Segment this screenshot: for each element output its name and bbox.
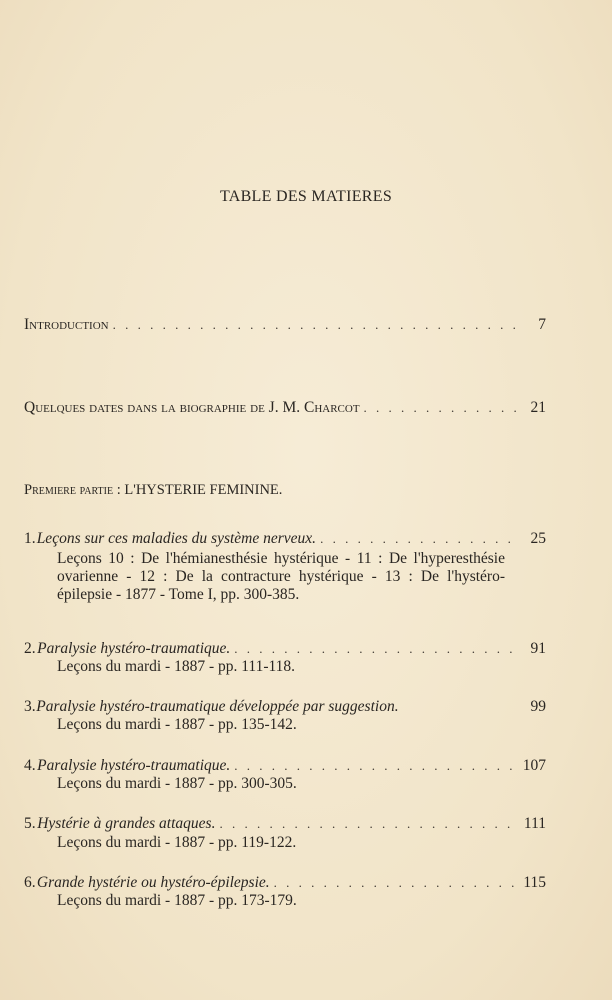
toc-label: Quelques dates dans la biographie de J. M. Charcot (24, 399, 360, 416)
entry-detail: Leçons du mardi - 1887 - pp. 300-305. (57, 775, 297, 792)
page-number: 25 (530, 530, 546, 547)
entry-detail: Leçons du mardi - 1887 - pp. 173-179. (57, 892, 297, 909)
entry-detail: Leçons du mardi - 1887 - pp. 111-118. (57, 658, 296, 675)
page-number: 115 (523, 874, 546, 891)
entry-number: 6. (24, 874, 36, 891)
dot-leader (320, 531, 520, 547)
entry-title: Hystérie à grandes attaques. (37, 815, 216, 832)
entry-title: Paralysie hystéro-traumatique. (37, 640, 231, 657)
page-title: TABLE DES MATIERES (219, 188, 393, 205)
part-subtitle: L'HYSTERIE FEMININE. (124, 482, 283, 498)
entry-title: Paralysie hystéro-traumatique développée par suggestion. (36, 698, 399, 715)
dot-leader (234, 758, 518, 774)
part-heading (24, 482, 282, 499)
entry-title: Leçons sur ces maladies du système nerveux. (36, 530, 317, 547)
toc-entry[interactable] (24, 874, 546, 892)
toc-entry[interactable] (24, 640, 546, 658)
page-number: 91 (530, 640, 546, 657)
dot-leader (274, 875, 520, 891)
page-number: 111 (523, 815, 546, 832)
entry-number: 1. (24, 530, 36, 547)
toc-entry[interactable] (24, 815, 546, 833)
entry-number: 3. (24, 698, 36, 715)
entry-number: 2. (24, 640, 36, 657)
toc-entry[interactable] (24, 757, 546, 775)
page-number: 107 (522, 757, 546, 774)
page-number: 21 (530, 399, 546, 416)
page-number: 7 (538, 316, 546, 333)
entry-number: 4. (24, 757, 36, 774)
entry-detail: Leçons 10 : De l'hémianesthésie hystérique - 11 : De l'hyperesthésie ovarienne - 12 : De la contracture hystérique - 13 : De l'hystéro-épilepsie - 1877 - Tome I, pp. 300-385. (57, 550, 505, 603)
part-label: Premiere partie (24, 482, 114, 498)
toc-entry-introduction[interactable] (24, 316, 546, 334)
entry-title: Paralysie hystéro-traumatique. (37, 757, 231, 774)
toc-entry[interactable] (24, 698, 546, 716)
toc-entry[interactable] (24, 530, 546, 548)
entry-detail: Leçons du mardi - 1887 - pp. 119-122. (57, 834, 297, 851)
dot-leader (113, 317, 520, 333)
entry-number: 5. (24, 815, 36, 832)
toc-entry-dates[interactable] (24, 399, 546, 417)
part-separator: : (116, 482, 121, 498)
dot-leader (364, 400, 520, 416)
entry-title: Grande hystérie ou hystéro-épilepsie. (36, 874, 270, 891)
page-number: 99 (530, 698, 546, 715)
dot-leader (234, 641, 520, 657)
entry-detail: Leçons du mardi - 1887 - pp. 135-142. (57, 716, 297, 733)
toc-label: Introduction (24, 316, 109, 333)
dot-leader (219, 816, 519, 832)
